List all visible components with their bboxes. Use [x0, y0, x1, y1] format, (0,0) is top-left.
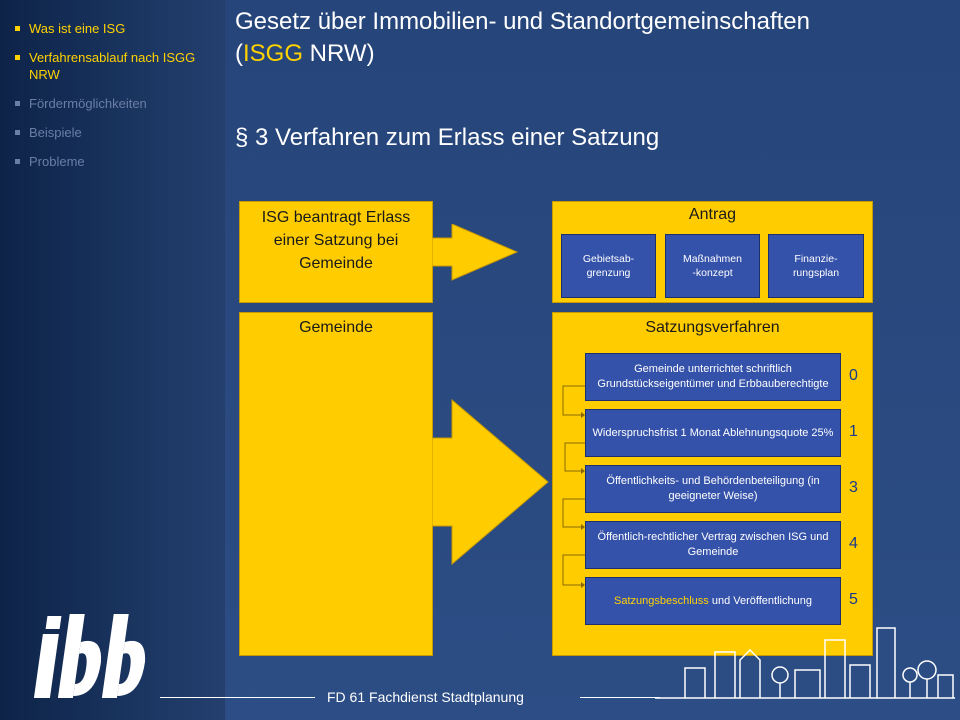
- agenda-item-foerdermoeglichkeiten[interactable]: Fördermöglichkeiten: [14, 95, 214, 112]
- antrag-item-line: Maßnahmen: [683, 253, 742, 265]
- title-line2: [235, 38, 810, 70]
- satzungsverfahren-header: Satzungsverfahren: [645, 319, 780, 336]
- step-1-number: 1: [849, 423, 858, 440]
- step-4-number: 4: [849, 535, 858, 552]
- footer-text: FD 61 Fachdienst Stadtplanung: [327, 689, 524, 705]
- satzungsverfahren-box: [552, 312, 873, 656]
- antrag-item-line: Gebietsab-: [582, 253, 635, 265]
- antrag-item-massnahmenkonzept: [665, 234, 760, 298]
- step-5-number: 5: [849, 591, 858, 608]
- antrag-item-line: rungsplan: [792, 267, 840, 279]
- logo-text: ibb: [34, 612, 36, 613]
- sidebar-nav: [0, 0, 225, 720]
- agenda-item-probleme[interactable]: Probleme: [14, 153, 214, 170]
- gemeinde-box: [239, 312, 433, 656]
- step-5-rest: und Veröffentlichung: [708, 594, 812, 607]
- agenda-item-verfahrensablauf[interactable]: Verfahrensablauf nach ISGG NRW: [14, 49, 214, 83]
- footer-line-right: [580, 697, 660, 698]
- antrag-header: Antrag: [688, 206, 737, 223]
- main-content: [225, 0, 960, 720]
- step-5-text: [614, 594, 812, 609]
- step-3-number: 3: [849, 479, 858, 496]
- step-1-box: Widerspruchsfrist 1 Monat Ablehnungsquote 25%: [585, 409, 841, 457]
- antrag-item-line: -konzept: [692, 267, 733, 279]
- city-skyline-decoration: [655, 620, 955, 700]
- title-line1: Gesetz über Immobilien- und Standortgemeinschaften: [235, 8, 810, 35]
- antrag-item-finanzierungsplan: [768, 234, 864, 298]
- antrag-item-line: Finanzie-: [794, 253, 838, 265]
- isg-request-text: ISG beantragt Erlass einer Satzung bei Gemeinde: [261, 209, 411, 272]
- step-5-highlight: Satzungsbeschluss: [614, 594, 709, 607]
- footer-line-left: [160, 697, 315, 698]
- agenda-item-was-ist-isg[interactable]: Was ist eine ISG: [14, 20, 214, 37]
- page-subtitle: § 3 Verfahren zum Erlass einer Satzung: [235, 124, 660, 151]
- gemeinde-header: Gemeinde: [299, 319, 373, 336]
- arrow-right-top: [432, 224, 522, 284]
- isg-request-box: [239, 201, 433, 303]
- antrag-item-line: grenzung: [586, 267, 631, 279]
- step-4-box: Öffentlich-rechtlicher Vertrag zwischen ISG und Gemeinde: [585, 521, 841, 569]
- step-5-box: [585, 577, 841, 625]
- page-title: [235, 6, 810, 70]
- antrag-box: [552, 201, 873, 303]
- agenda-item-beispiele[interactable]: Beispiele: [14, 124, 214, 141]
- antrag-item-gebietsabgrenzung: [561, 234, 656, 298]
- arrow-right-large: [432, 398, 552, 568]
- ibb-logo: [34, 612, 154, 702]
- title-paren: (: [235, 40, 243, 67]
- step-0-number: 0: [849, 367, 858, 384]
- title-rest: NRW): [303, 40, 375, 67]
- title-highlight: ISGG: [243, 40, 304, 67]
- step-3-box: Öffentlichkeits- und Behördenbeteiligung (in geeigneter Weise): [585, 465, 841, 513]
- agenda-list: [14, 20, 214, 182]
- step-0-box: Gemeinde unterrichtet schriftlich Grundstückseigentümer und Erbbauberechtigte: [585, 353, 841, 401]
